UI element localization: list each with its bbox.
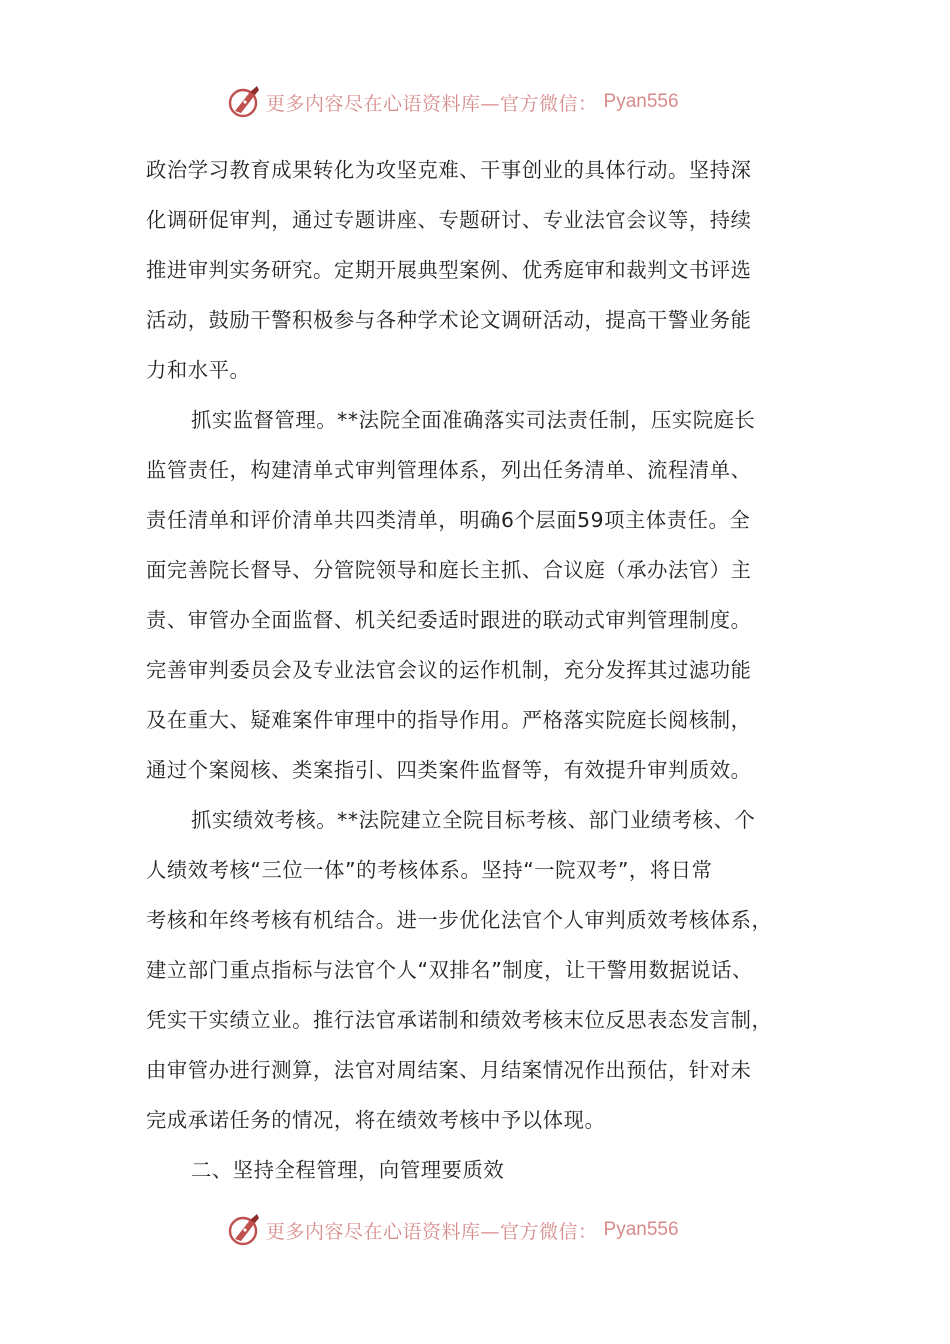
pen-nib-circle-icon [226, 1212, 262, 1248]
document-body [146, 145, 808, 1195]
text-line: 面完善院长督导、分管院领导和庭长主抓、合议庭（承办法官）主 [146, 558, 752, 582]
text-line: 责任清单和评价清单共四类清单，明确6个层面59项主体责任。全 [146, 508, 751, 532]
paragraph-start-line: 抓实绩效考核。**法院建立全院目标考核、部门业绩考核、个 [191, 808, 756, 832]
text-line: 由审管办进行测算，法官对周结案、月结案情况作出预估，针对未 [146, 1058, 752, 1082]
paragraph-start-line: 抓实监督管理。**法院全面准确落实司法责任制，压实院庭长 [191, 408, 756, 432]
text-line: 人绩效考核“三位一体”的考核体系。坚持“一院双考”，将日常 [146, 858, 713, 882]
text-line: 活动，鼓励干警积极参与各种学术论文调研活动，提高干警业务能 [146, 308, 752, 332]
text-line: 力和水平。 [146, 358, 251, 382]
footer-banner [226, 1210, 679, 1250]
footer-banner-text: 更多内容尽在心语资料库—官方微信： [266, 1220, 598, 1243]
text-line: 考核和年终考核有机结合。进一步优化法官个人审判质效考核体系， [146, 908, 773, 932]
text-line: 完成承诺任务的情况，将在绩效考核中予以体现。 [146, 1108, 606, 1132]
section-heading: 二、坚持全程管理，向管理要质效 [191, 1158, 505, 1182]
pen-nib-circle-icon [226, 84, 262, 120]
text-line: 责、审管办全面监督、机关纪委适时跟进的联动式审判管理制度。 [146, 608, 752, 632]
text-line: 完善审判委员会及专业法官会议的运作机制，充分发挥其过滤功能 [146, 658, 752, 682]
text-line: 建立部门重点指标与法官个人“双排名”制度，让干警用数据说话、 [146, 958, 753, 982]
text-line: 凭实干实绩立业。推行法官承诺制和绩效考核末位反思表态发言制， [146, 1008, 773, 1032]
text-line: 及在重大、疑难案件审理中的指导作用。严格落实院庭长阅核制， [146, 708, 752, 732]
text-line: 化调研促审判，通过专题讲座、专题研讨、专业法官会议等，持续 [146, 208, 752, 232]
header-wechat-id: Pyan556 [603, 91, 679, 112]
header-banner [226, 82, 679, 122]
text-line: 政治学习教育成果转化为攻坚克难、干事创业的具体行动。坚持深 [146, 158, 752, 182]
text-line: 通过个案阅核、类案指引、四类案件监督等，有效提升审判质效。 [146, 758, 752, 782]
footer-wechat-id: Pyan556 [603, 1219, 679, 1240]
text-line: 监管责任，构建清单式审判管理体系，列出任务清单、流程清单、 [146, 458, 752, 482]
text-line: 推进审判实务研究。定期开展典型案例、优秀庭审和裁判文书评选 [146, 258, 752, 282]
header-banner-text: 更多内容尽在心语资料库—官方微信： [266, 92, 598, 115]
